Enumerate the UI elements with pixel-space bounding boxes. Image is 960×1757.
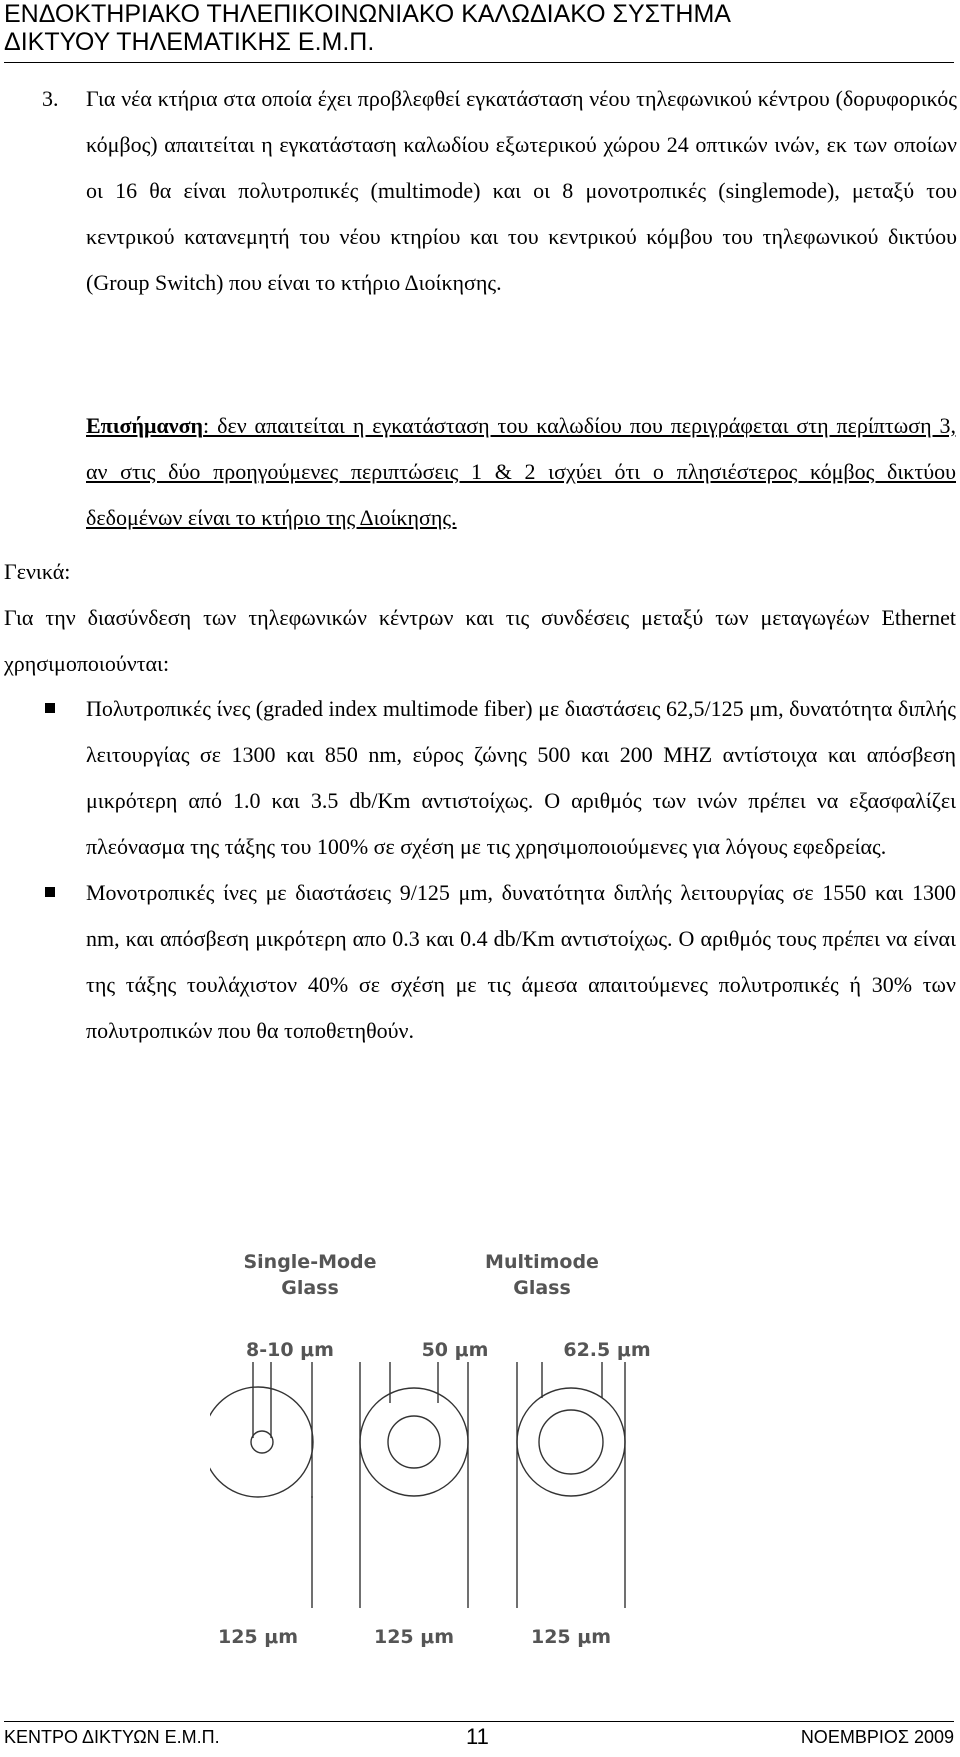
fiber-diagram bbox=[210, 1238, 770, 1658]
single-mode-title-1: Single-Mode bbox=[243, 1251, 377, 1273]
note-paragraph bbox=[86, 403, 956, 541]
general-label: Γενικά: bbox=[4, 559, 71, 584]
list-item-text: Πολυτροπικές ίνες (graded index multimode fiber) με διαστάσεις 62,5/125 μm, δυνατότητα διπλής λειτουργίας σε 1300 και 850 nm, εύρος ζώνης 500 και 200 MHZ αντίστοιχα και απόσβεση μικρότερη από 1.0 και 3.5 db/Km αντιστοίχως. Ο αριθμός των ινών πρέπει να εξασφαλίζει πλεόνασμα της τάξης του 100% σε σχέση με τις χρησιμοποιούμενες για λόγους εφεδρείας. bbox=[86, 696, 956, 859]
multimode-title-1: Multimode bbox=[485, 1251, 599, 1273]
page-number: 11 bbox=[466, 1724, 489, 1749]
fiber-list bbox=[4, 686, 956, 1054]
clad-label-1: 125 μm bbox=[217, 1626, 299, 1648]
footer-date: ΝΟΕΜΒΡΙΟΣ 2009 bbox=[800, 1727, 954, 1747]
core-label-50: 50 μm bbox=[421, 1339, 489, 1361]
list-item bbox=[4, 870, 956, 1054]
page-header bbox=[4, 0, 954, 63]
item-text: Για νέα κτήρια στα οποία έχει προβλεφθεί εγκατάσταση νέου τηλεφωνικού κέντρου (δορυφορικός κόμβος) απαιτείται η εγκατάσταση καλωδίου εξωτερικού χώρου 24 οπτικών ινών, εκ των οποίων οι 16 θα είναι πολυτροπικές (multimode) και οι 8 μονοτροπικές (singlemode), μεταξύ του κεντρικού κατανεμητή του νέου κτηρίου και του κεντρικού κόμβου του τηλεφωνικού δικτύου (Group Switch) που είναι το κτήριο Διοίκησης. bbox=[86, 86, 957, 295]
core-single bbox=[251, 1431, 273, 1453]
cladding-50 bbox=[360, 1388, 468, 1496]
clad-label-2: 125 μm bbox=[373, 1626, 455, 1648]
general-text: Για την διασύνδεση των τηλεφωνικών κέντρων και τις συνδέσεις μεταξύ των μεταγωγέων Ethernet χρησιμοποιούνται: bbox=[4, 605, 956, 676]
page-footer bbox=[4, 1721, 954, 1753]
clad-label-3: 125 μm bbox=[530, 1626, 612, 1648]
numbered-item-3 bbox=[42, 76, 957, 306]
note-text: : δεν απαιτείται η εγκατάσταση του καλωδίου που περιγράφεται στη περίπτωση 3, αν στις δύο προηγούμενες περιπτώσεις 1 & 2 ισχύει ότι ο πλησιέστερος κόμβος δικτύου δεδομένων είναι το κτήριο της Διοίκησης. bbox=[86, 413, 956, 530]
header-line-1: ΕΝΔΟΚΤΗΡΙΑΚΟ ΤΗΛΕΠΙΚΟΙΝΩΝΙΑΚΟ ΚΑΛΩΔΙΑΚΟ ΣΥΣΤΗΜΑ bbox=[4, 0, 731, 28]
bullet-square-icon bbox=[45, 887, 55, 897]
cladding-single bbox=[210, 1387, 313, 1497]
footer-organization: ΚΕΝΤΡΟ ΔΙΚΤΥΩΝ Ε.Μ.Π. bbox=[4, 1727, 220, 1747]
core-62 bbox=[539, 1410, 603, 1474]
core-label-single: 8-10 μm bbox=[246, 1339, 334, 1361]
core-50 bbox=[388, 1416, 440, 1468]
bullet-square-icon bbox=[45, 703, 55, 713]
single-mode-title-2: Glass bbox=[281, 1277, 339, 1299]
header-line-2: ΔΙΚΤΥΟΥ ΤΗΛΕΜΑΤΙΚΗΣ Ε.Μ.Π. bbox=[4, 28, 375, 56]
list-item-text: Μονοτροπικές ίνες με διαστάσεις 9/125 μm, δυνατότητα διπλής λειτουργίας σε 1550 και 1300 nm, και απόσβεση μικρότερη απο 0.3 και 0.4 db/Km αντιστοίχως. Ο αριθμός τους πρέπει να είναι της τάξης τουλάχιστον 40% σε σχέση με τις άμεσα απαιτούμενες πολυτροπικές ή 30% των πολυτροπικών που θα τοποθετηθούν. bbox=[86, 880, 956, 1043]
core-label-62: 62.5 μm bbox=[563, 1339, 651, 1361]
cladding-62 bbox=[517, 1388, 625, 1496]
list-item bbox=[4, 686, 956, 870]
note-label: Επισήμανση bbox=[86, 413, 204, 438]
item-number: 3. bbox=[42, 86, 59, 111]
multimode-title-2: Glass bbox=[513, 1277, 571, 1299]
fiber-diagram-svg bbox=[210, 1238, 770, 1658]
